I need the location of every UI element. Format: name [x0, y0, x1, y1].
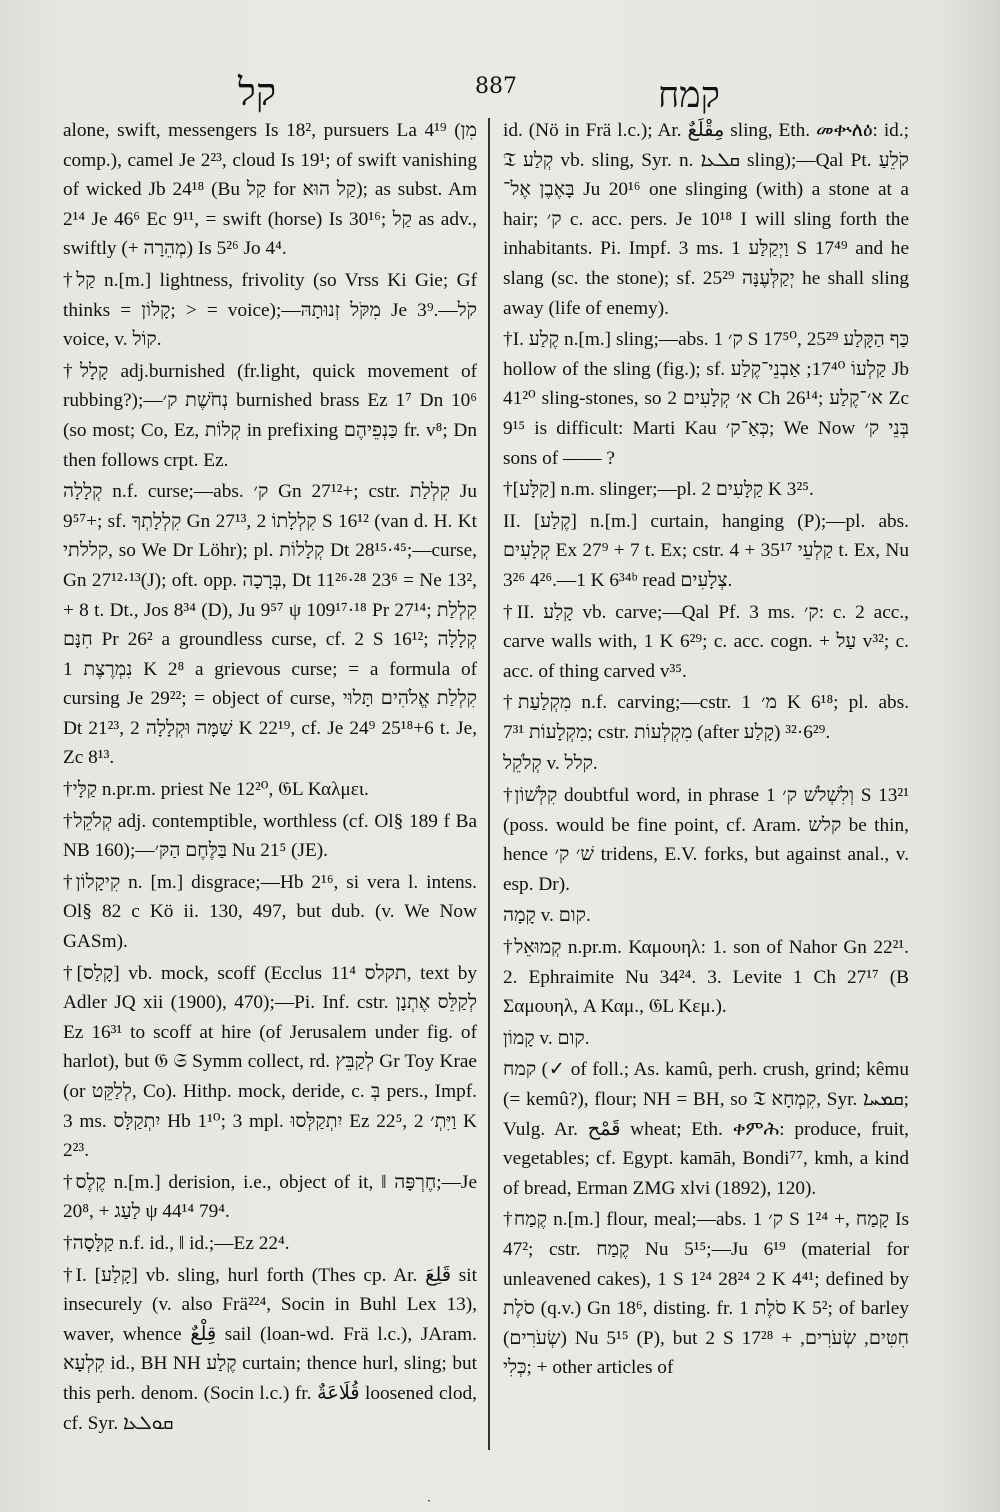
entry: alone, swift, messengers Is 18², pursuers La 4¹⁹ (מִן comp.), camel Je 2²³, cloud Is 19¹; of swift vanishing of wicked Jb 24¹⁸ (Bu קַל for קַל הוּא); as subst. Am 2¹⁴ Je 46⁶ Ec 9¹¹, = swift (horse) Is 30¹⁶; קַל as adv., swiftly (+ מְהֵרָה) Is 5²⁶ Jo 4⁴.	[63, 120, 477, 260]
entry: †קִיקָלוֹן n. [m.] disgrace;—Hb 2¹⁶, si vera l. intens. Ol§ 82 c Kö ii. 130, 497, but dub. (v. We Now GASm).	[63, 871, 478, 953]
column-divider	[488, 118, 490, 1450]
entry: id. (Nö in Frä l.c.); Ar. مِقْلَعٌ sling, Eth. መቍለዕ: id.; 𝔗 קְלַע vb. sling, Syr. n. ܩܠܥܐ sling);—Qal Pt. קֹלֵעַ בָּאֶבֶן אֶל־ Ju 20¹⁶ one slinging (with) a stone at a hair; ק׳ c. acc. pers. Je 10¹⁸ I will sling forth the inhabitants. Pi. Impf. 3 ms. וַיְקַלַּע 1 S 17⁴⁹ and he slang (sc. the stone); sf. יְקַלְּעֶנָּה 25²⁹ he shall sling away (life of enemy).	[503, 120, 909, 319]
right-column	[503, 116, 909, 1385]
entry: †קִלְּשׁוֹן doubtful word, in phrase וְלִשְׁלֹשׁ ק׳ 1 S 13²¹ (poss. would be fine point, cf. Aram. קלש be thin, hence שׁ׳ ק׳ tridens, E.V. forks, but against anal., v. esp. Dr).	[503, 785, 910, 895]
entry: קְלָלָה n.f. curse;—abs. ק׳ Gn 27¹²+; cstr. קִלְלַת Ju 9⁵⁷+; sf. קִלְלָתְךָ Gn 27¹³, קִלְלָתוֹ 2 S 16¹² (van d. H. Kt קללתי, so We Dr Löhr); pl. קְלָלוֹת Dt 28¹⁵·⁴⁵;—curse, Gn 27¹²·¹³(J); oft. opp. בְּרָכָה, Dt 11²⁶·²⁸ 23⁶ = Ne 13², + 8 t. Dt., Jos 8³⁴ (D), Ju 9⁵⁷ ψ 109¹⁷·¹⁸ Pr 27¹⁴; קִלְלַת חִנָּם Pr 26² a groundless curse, cf. 2 S 16¹²; קְלָלָה נִמְרֶצֶת 1 K 2⁸ a grievous curse; = a formula of cursing Je 29²²; = object of curse, קִלְלַת אֱלֹהִים תָּלוּי Dt 21²³, שַׁמָּה וּקְלָלָה 2 K 22¹⁹, cf. Je 24⁹ 25¹⁸+6 t. Je, Zc 8¹³.	[63, 481, 478, 769]
entry: קָמָה v. קום.	[503, 905, 591, 927]
entry: קָמוֹן v. קום.	[503, 1027, 590, 1049]
page-mark: ·	[427, 1494, 431, 1508]
entry: †קֶמַח n.[m.] flour, meal;—abs. ק׳ 1 S 1²⁴ +, קָמַח Is 47²; cstr. קֶמַח Nu 5¹⁵;—Ju 6¹⁹ (material for unleavened cakes), 1 S 1²⁴ 28²⁴ 2 K 4⁴¹; defined by סֹלֶת (q.v.) Gn 18⁶, disting. fr. סֹלֶת 1 K 5²; of barley (שְׂעֹרִים) Nu 5¹⁵ (P), but 2 S 17²⁸ + חִטִּים, שְׂעֹרִים, כְּלִי; + other articles of	[503, 1209, 910, 1379]
entry: †I. [קָלַע] vb. sling, hurl forth (Thes cp. Ar. قَلِعَ sit insecurely (v. also Frä²²⁴, Socin in Buhl Lex 13), waver, whence قِلْعٌ sail (loan-wd. Frä l.c.), JAram. קִלְעָא id., BH NH קֶלַע curtain; thence hurl, sling; but this perh. denom. (Socin l.c.) fr. قُلَاعَةٌ loosened clod, cf. Syr. ܩܘܠܥܐ	[63, 1264, 478, 1434]
header-left-word: קל	[238, 70, 277, 114]
entry: †[קָלַס] vb. mock, scoff (Ecclus 11⁴ תקלס, text by Adler JQ xii (1900), 470);—Pi. Inf. cstr. לְקַלֵּס אֶתְנָן Ez 16³¹ to scoff at hire (of Jerusalem under fig. of harlot), but 𝔊 𝔖 Symm collect, rd. לְקַבֵּץ Gr Toy Krae (or לְלַקֵּט, Co). Hithp. mock, deride, c. בְּ pers., Impf. 3 ms. יִתְקַלָּס Hb 1¹⁰; 3 mpl. יִתְקַלְּסוּ Ez 22⁵, וַיִּתְ׳ 2 K 2²³.	[63, 962, 478, 1162]
entry: קְלֹקֵל v. קלל.	[503, 753, 598, 775]
left-column	[63, 116, 477, 1440]
page-number: 887	[475, 74, 517, 99]
entry: †II. קָלַע vb. carve;—Qal Pf. 3 ms. ק׳: c. 2 acc., carve walls with, 1 K 6²⁹; c. acc. cogn. + עַל v³²; c. acc. of thing carved v³⁵.	[503, 601, 909, 682]
entry: †קֶלֶס n.[m.] derision, i.e., object of it, ‖ חֶרְפָּה;—Je 20⁸, + לַעַג ψ 44¹⁴ 79⁴.	[63, 1171, 477, 1223]
header-right-word: קמח	[658, 75, 720, 116]
entry: †קַלָּי n.pr.m. priest Ne 12²⁰, 𝔊L Καλμει.	[63, 779, 369, 801]
entry: †קְלֹקֵל adj. contemptible, worthless (cf. Ol§ 189 f Ba NB 160);—בַּלֶּחֶם הַקּ׳ Nu 21⁵ (JE).	[63, 810, 477, 862]
entry: II. [קֶלַע] n.[m.] curtain, hanging (P);—pl. abs. קְלָעִים Ex 27⁹ + 7 t. Ex; cstr. קַלְעֵי 35¹⁷ + 4 t. Ex, Nu 3²⁶ 4²⁶.—1 K 6³⁴ᵇ read צְלָעִים.	[503, 510, 910, 591]
entry: †קְמוּאֵל n.pr.m. Καμουηλ: 1. son of Nahor Gn 22²¹. 2. Ephraimite Nu 34²⁴. 3. Levite 1 Ch 27¹⁷ (B Σαμουηλ, A Καμ., 𝔊L Κεμ.).	[503, 937, 909, 1018]
entry: †[קַלָּע] n.m. slinger;—pl. קַלָּעִים 2 K 3²⁵.	[503, 479, 814, 501]
entry: †I. קֶלַע n.[m.] sling;—abs. ק׳ 1 S 17⁵⁰, כַּף הַקָּלַע 25²⁹ hollow of the sling (fig.); sf. קַלְעוֹ 17⁴⁰; אַבְנֵי־קֶלַע Jb 41²⁰ sling-stones, so א׳ קְלָעִים 2 Ch 26¹⁴; א׳־קֶלַע Zc 9¹⁵ is difficult: Marti Kau כְּאַ־ק׳; We Now בְּנֵי ק׳ sons of —— ?	[503, 329, 910, 469]
entry: †מִקְלַעַת n.f. carving;—cstr. מ׳ 1 K 6¹⁸; pl. abs. מִקְלָעוֹת 7³¹; cstr. מִקְלְעוֹת (after קָלַע) 6²⁹·³².	[503, 692, 910, 743]
entry: †קַלָּסָה n.f. id., ‖ id.;—Ez 22⁴.	[63, 1232, 290, 1254]
entry: קמח (✓ of foll.; As. kamû, perh. crush, grind; kêmu (= kemû?), flour; NH = BH, so 𝔗 קִמְחָא, Syr. ܩܡܚܐ; Vulg. Ar. قَمْح wheat; Eth. ቀምሕ: produce, fruit, vegetables; cf. Egypt. kamāh, Bondi⁷⁷, kmh, a kind of bread, Erman ZMG xlvi (1892), 120).	[503, 1059, 909, 1199]
entry: †קַל n.[m.] lightness, frivolity (so Vrss Ki Gie; Gf thinks = קָלוֹן; > = voice);—מִקֹּל זְנוּתָהּ Je 3⁹.—קֹל voice, v. קוֹל.	[63, 269, 477, 351]
entry: †קָלָל adj.burnished (fr.light, quick movement of rubbing?);—נְחֹשֶׁת ק׳ burnished brass Ez 1⁷ Dn 10⁶ (so most; Co, Ez, קְלוֹת in prefixing כַּנְפֵיהֶם fr. v⁸; Dn then follows crpt. Ez.	[63, 360, 478, 471]
